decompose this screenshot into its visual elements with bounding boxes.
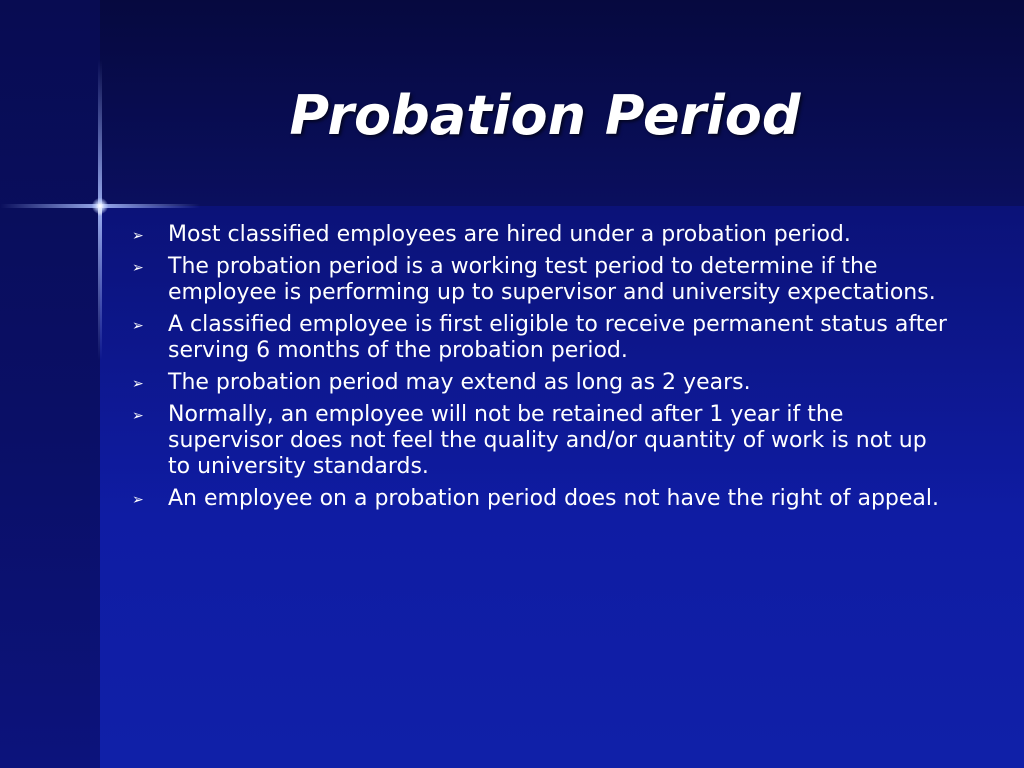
bullet-list (132, 222, 952, 518)
slide-title: Probation Period (289, 84, 801, 147)
arrowhead-bullet-icon: ➢ (132, 260, 144, 276)
bullet-item (132, 402, 952, 480)
bullet-text: An employee on a probation period does not have the right of appeal. (168, 486, 940, 511)
bullet-item (132, 312, 952, 364)
arrowhead-bullet-icon: ➢ (132, 228, 144, 244)
bullet-text: The probation period may extend as long as 2 years. (168, 370, 751, 395)
sparkle-star-icon (92, 198, 108, 214)
bullet-item (132, 222, 952, 248)
arrowhead-bullet-icon: ➢ (132, 376, 144, 392)
bullet-item (132, 370, 952, 396)
arrowhead-bullet-icon: ➢ (132, 318, 144, 334)
bullet-text: A classified employee is first eligible to receive permanent status after serving 6 months of the probation period. (168, 312, 947, 363)
bullet-text: The probation period is a working test period to determine if the employee is performing up to supervisor and university expectations. (168, 254, 936, 305)
left-strip (0, 0, 100, 768)
bullet-text: Most classified employees are hired under a probation period. (168, 222, 851, 247)
arrowhead-bullet-icon: ➢ (132, 492, 144, 508)
bullet-item (132, 254, 952, 306)
arrowhead-bullet-icon: ➢ (132, 408, 144, 424)
bullet-item (132, 486, 952, 512)
bullet-text: Normally, an employee will not be retained after 1 year if the supervisor does not feel the quality and/or quantity of work is not up to university standards. (168, 402, 927, 479)
